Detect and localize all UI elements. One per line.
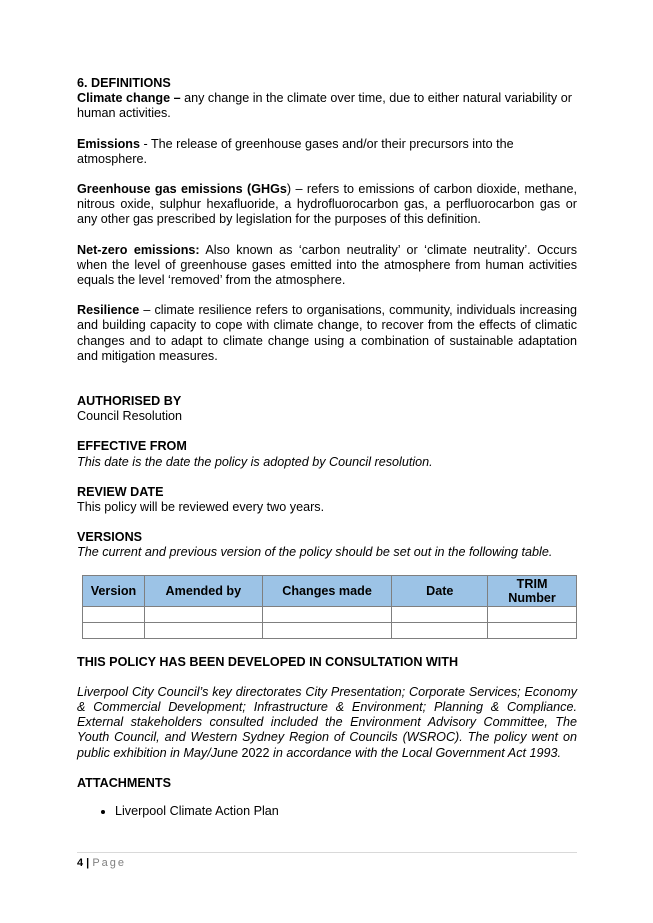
def-net-zero: Net-zero emissions: Also known as ‘carbon neutrality’ or ‘climate neutrality’. Occurs when the level of greenhouse gases emitted into the atmosphere from human activities equals the level ‘removed’ from the atmosphere. (77, 242, 578, 288)
table-row (83, 606, 577, 622)
review-heading: REVIEW DATE (77, 484, 164, 499)
col-changes-made: Changes made (262, 575, 392, 606)
attachments-list (77, 804, 577, 819)
col-date: Date (392, 575, 488, 606)
def-emissions: Emissions - The release of greenhouse gases and/or their precursors into the atmosphere. (77, 136, 514, 166)
col-trim-number: TRIM Number (488, 575, 577, 606)
term-resilience: Resilience (77, 303, 140, 318)
term-climate-change: Climate change – (77, 91, 181, 106)
authorised-heading: AUTHORISED BY (77, 394, 182, 409)
versions-heading: VERSIONS (77, 530, 143, 545)
effective-text: This date is the date the policy is adopted by Council resolution. (77, 454, 433, 469)
table-header-row (83, 575, 577, 606)
def-ghg: Greenhouse gas emissions (GHGs) – refers to emissions of carbon dioxide, methane, nitrous oxide, sulphur hexafluoride, a hydrofluorocarbon gas, a perfluorocarbon gas or any other gas prescribed by legislation for the purposes of this definition. (77, 182, 577, 227)
page-footer: 4 | Page (77, 852, 577, 869)
review-text: This policy will be reviewed every two years. (77, 500, 325, 515)
col-amended-by: Amended by (144, 575, 262, 606)
page-label: Page (92, 857, 127, 869)
consultation-heading: THIS POLICY HAS BEEN DEVELOPED IN CONSULTATION WITH (77, 654, 459, 669)
table-row (83, 622, 577, 638)
document-page (77, 76, 577, 819)
attachments-heading: ATTACHMENTS (77, 775, 171, 790)
term-emissions: Emissions (77, 136, 140, 151)
term-ghg: Greenhouse gas emissions (GHGs (77, 182, 287, 197)
authorised-text: Council Resolution (77, 409, 183, 424)
versions-table (82, 575, 577, 639)
page-number: 4 (77, 857, 84, 869)
def-climate-change: Climate change – any change in the climate over time, due to either natural variability or human activities. (77, 91, 572, 121)
list-item: • Liverpool Climate Action Plan (115, 804, 577, 819)
definitions-heading: 6. DEFINITIONS (77, 76, 171, 90)
col-version: Version (83, 575, 145, 606)
term-net-zero: Net-zero emissions: (77, 242, 200, 257)
def-resilience: Resilience – climate resilience refers to organisations, community, individuals increasing and building capacity to cope with climate change, to recover from the effects of climatic changes and to adapt to climate change using a combination of sustainable adaptation and mitigation measures. (77, 303, 577, 363)
consultation-text: Liverpool City Council’s key directorates City Presentation; Corporate Services; Economy & Commercial Development; Infrastructure & Environment; Planning & Compliance. External stakeholders consulted included the Environment Advisory Committee, The Youth Council, and Western Sydney Region of Councils (WSROC). The policy went on public exhibition in May/June 2022 in accordance with the Local Government Act 1993. (77, 684, 577, 760)
versions-text: The current and previous version of the policy should be set out in the following table. (77, 545, 553, 560)
effective-heading: EFFECTIVE FROM (77, 439, 187, 454)
